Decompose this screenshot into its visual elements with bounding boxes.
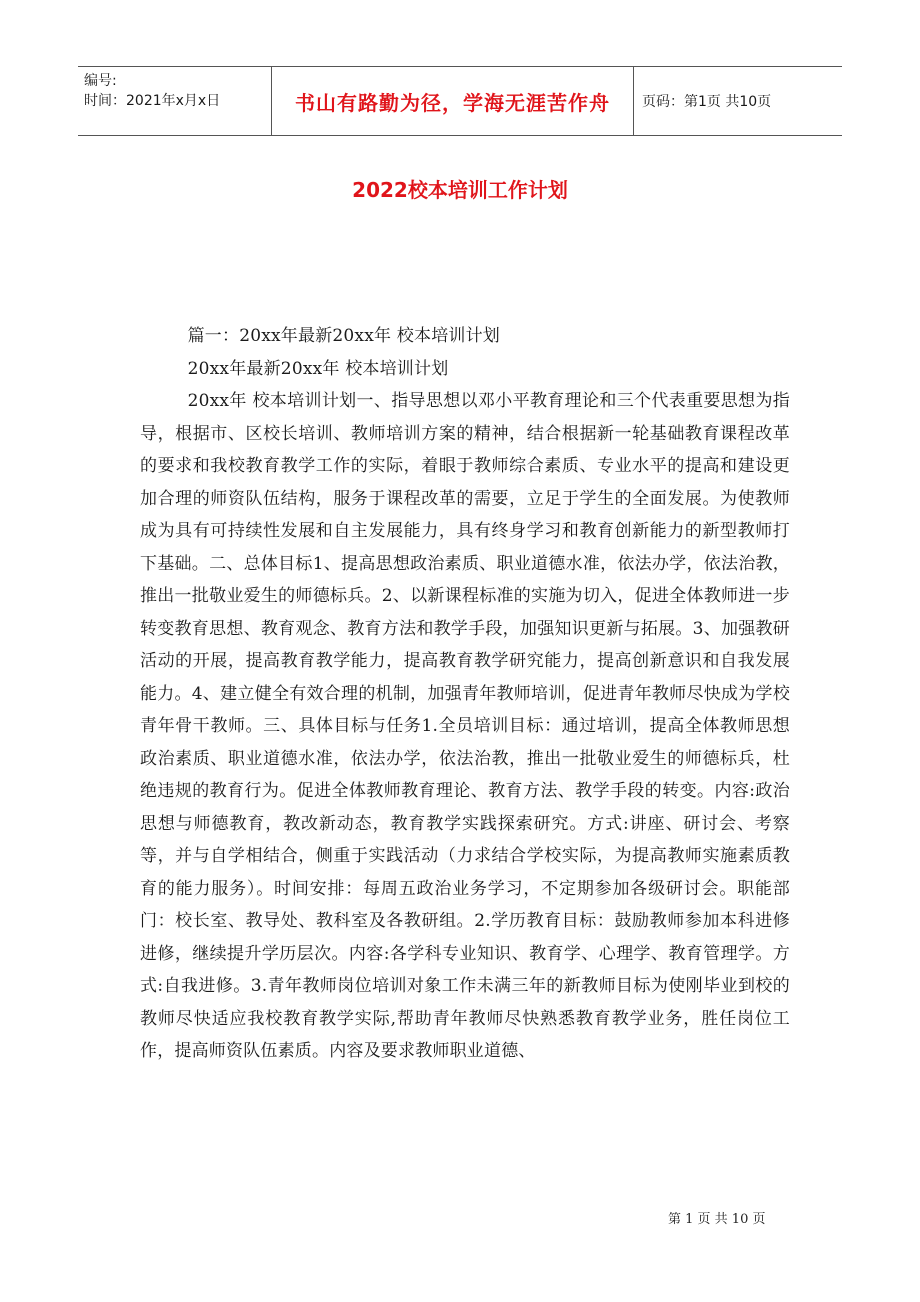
document-body — [140, 320, 790, 1068]
document-title: 2022校本培训工作计划 — [352, 178, 568, 202]
number-label: 编号: — [84, 73, 117, 89]
paragraph: 篇一：20xx年最新20xx年 校本培训计划 — [187, 326, 501, 346]
paragraph: 20xx年 校本培训计划一、指导思想以邓小平教育理论和三个代表重要思想为指导，根据市、区校长培训、教师培训方案的精神，结合根据新一轮基础教育课程改革的要求和我校教育教学工作的实际，着眼于教师综合素质、专业水平的提高和建设更加合理的师资队伍结构，服务于课程改革的需要，立足于学生的全面发展。为使教师成为具有可持续性发展和自主发展能力，具有终身学习和教育创新能力的新型教师打下基础。二、总体目标1、提高思想政治素质、职业道德水准，依法办学，依法治教，推出一批敬业爱生的师德标兵。2、以新课程标准的实施为切入，促进全体教师进一步转变教育思想、教育观念、教育方法和教学手段，加强知识更新与拓展。3、加强教研活动的开展，提高教育教学能力，提高教育教学研究能力，提高创新意识和自我发展能力。4、建立健全有效合理的机制，加强青年教师培训，促进青年教师尽快成为学校青年骨干教师。三、具体目标与任务1.全员培训目标：通过培训，提高全体教师思想政治素质、职业道德水准，依法办学，依法治教，推出一批敬业爱生的师德标兵，杜绝违规的教育行为。促进全体教师教育理论、教育方法、教学手段的转变。内容:政治思想与师德教育，教改新动态，教育教学实践探索研究。方式:讲座、研讨会、考察等，并与自学相结合，侧重于实践活动（力求结合学校实际，为提高教师实施素质教育的能力服务）。时间安排：每周五政治业务学习，不定期参加各级研讨会。职能部门：校长室、教导处、教科室及各教研组。2.学历教育目标：鼓励教师参加本科进修进修，继续提升学历层次。内容:各学科专业知识、教育学、心理学、教育管理学。方式:自我进修。3.青年教师岗位培训对象工作未满三年的新教师目标为使刚毕业到校的教师尽快适应我校教育教学实际,帮助青年教师尽快熟悉教育教学业务，胜任岗位工作，提高师资队伍素质。内容及要求教师职业道德、 — [140, 391, 790, 1061]
page-code: 页码：第1页 共10页 — [642, 94, 772, 110]
header-page-code-cell — [634, 67, 842, 135]
header-motto-cell — [272, 67, 634, 135]
page-header — [78, 66, 842, 136]
time-label: 时间：2021年x月x日 — [84, 93, 221, 109]
motto-text: 书山有路勤为径，学海无涯苦作舟 — [295, 90, 610, 115]
header-meta — [78, 67, 272, 135]
paragraph: 20xx年最新20xx年 校本培训计划 — [187, 358, 449, 379]
page-footer: 第 1 页 共 10 页 — [668, 1212, 766, 1227]
